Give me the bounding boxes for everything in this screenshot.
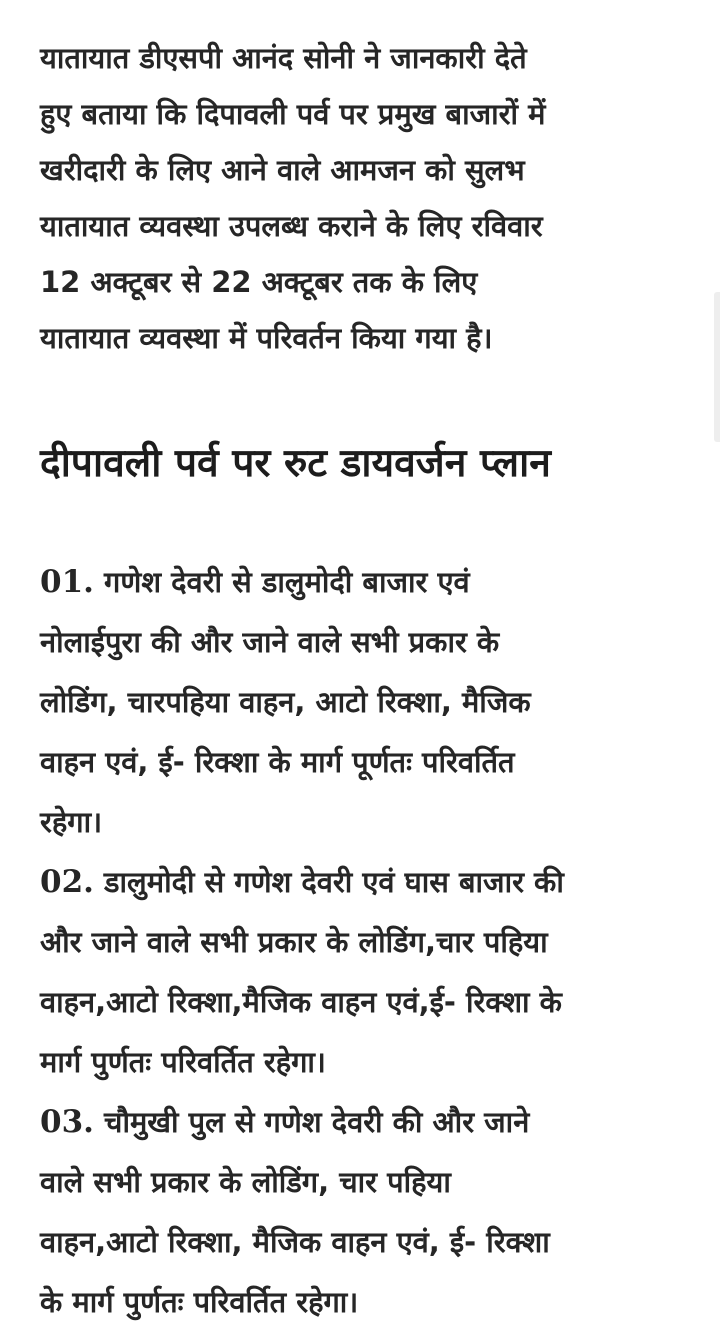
plan-item-number: 01. [40, 564, 94, 600]
article-body [40, 30, 680, 1332]
intro-paragraph: यातायात डीएसपी आनंद सोनी ने जानकारी देते हुए बताया कि दिपावली पर्व पर प्रमुख बाजारों में खरीदारी के लिए आने वाले आमजन को सुलभ यातायात व्यवस्था उपलब्ध कराने के लिए रविवार 12 अक्टूबर से 22 अक्टूबर तक के लिए यातायात व्यवस्था में परिवर्तन किया गया है। [40, 41, 546, 355]
plan-item-number: 03. [40, 1104, 94, 1140]
plan-item-text: डालुमोदी से गणेश देवरी एवं घास बाजार की और जाने वाले सभी प्रकार के लोडिंग,चार पहिया वाहन,आटो रिक्शा,मैजिक वाहन एवं,ई- रिक्शा के मार्ग पुर्णतः परिवर्तित रहेगा। [40, 865, 564, 1079]
section-heading: दीपावली पर्व पर रुट डायवर्जन प्लान [40, 441, 551, 486]
diversion-plan-list [40, 552, 680, 1332]
plan-item-02 [40, 852, 680, 1092]
plan-item-text: चौमुखी पुल से गणेश देवरी की और जाने वाले सभी प्रकार के लोडिंग, चार पहिया वाहन,आटो रिक्शा, मैजिक वाहन एवं, ई- रिक्शा के मार्ग पुर्णतः परिवर्तित रहेगा। [40, 1105, 550, 1319]
scrollbar[interactable] [714, 292, 720, 442]
plan-item-03 [40, 1092, 680, 1332]
plan-item-number: 02. [40, 864, 94, 900]
plan-item-01 [40, 552, 680, 852]
plan-item-text: गणेश देवरी से डालुमोदी बाजार एवं नोलाईपुरा की और जाने वाले सभी प्रकार के लोडिंग, चारपहिया वाहन, आटो रिक्शा, मैजिक वाहन एवं, ई- रिक्शा के मार्ग पूर्णतः परिवर्तित रहेगा। [40, 565, 531, 839]
